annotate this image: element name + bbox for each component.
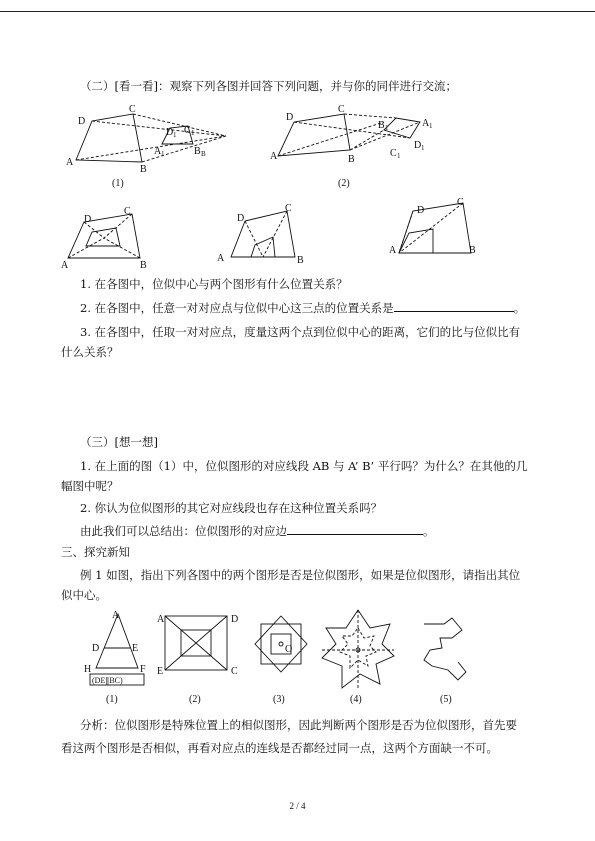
label-a: A [66, 157, 74, 168]
svg-text:H: H [84, 664, 92, 675]
label-b: B [348, 154, 355, 165]
label-a1: A [422, 118, 430, 129]
svg-text:E: E [157, 666, 164, 677]
example-caption-2: (2) [189, 694, 201, 705]
question-look-2: 2. 在各图中，任意一对对应点与位似中心这三点的位置关系是 。 [80, 301, 526, 315]
svg-text:B: B [201, 150, 206, 158]
label-c: C [124, 206, 131, 217]
label-b: B [140, 260, 147, 271]
figure-5-homothety [387, 197, 487, 267]
label-d1: D [414, 140, 422, 151]
svg-text:D: D [231, 614, 239, 625]
svg-text:1: 1 [385, 124, 389, 132]
svg-text:1: 1 [421, 144, 425, 152]
label-c: C [285, 203, 292, 214]
svg-text:O: O [285, 644, 293, 655]
label-b: B [469, 245, 476, 256]
svg-text:A: A [112, 610, 120, 621]
top-rule [0, 11, 595, 12]
figure-1-homothety [58, 104, 238, 189]
label-b1: B [194, 146, 201, 157]
question-look-1: 1. 在各图中，位似中心与两个图形有什么位置关系？ [80, 277, 348, 291]
example-caption-5: (5) [440, 694, 452, 705]
analysis-text-cont: 看这两个图形是否相似，再看对应点的连线是否都经过同一点，这两个方面缺一不可。 [61, 741, 498, 755]
caption-1: (1) [112, 178, 124, 189]
figure-3-homothety [60, 206, 150, 271]
example-caption-3: (3) [273, 694, 285, 705]
figure-2-homothety [270, 100, 450, 190]
example-caption-1: (1) [106, 694, 118, 705]
section-look-heading: （二）[看一看]：观察下列各图并回答下列问题，并与你的同伴进行交流； [80, 79, 457, 93]
label-b: B [297, 255, 304, 266]
caption-2: (2) [338, 178, 350, 189]
label-d1: D [166, 127, 174, 138]
svg-text:1: 1 [191, 129, 195, 137]
label-c1: C [184, 125, 191, 136]
answer-blank-conclusion[interactable] [287, 523, 423, 535]
example-caption-4: (4) [350, 694, 362, 705]
label-d: D [84, 214, 92, 225]
example-fig1-note: (DE∥BC) [92, 676, 123, 685]
conclusion-line: 由此我们可以总结出：位似图形的对应边 。 [80, 524, 435, 538]
label-d: D [417, 205, 425, 216]
svg-text:D: D [92, 643, 100, 654]
example-1-text: 例 1 如图，指出下列各图中的两个图形是否是位似图形，如果是位似图形，请指出其位 [80, 568, 521, 582]
example-figure-1 [78, 610, 148, 705]
svg-text:1: 1 [173, 131, 177, 139]
answer-blank-2[interactable] [394, 300, 514, 312]
example-figure-5 [418, 616, 478, 706]
question-think-1: 1. 在上面的图（1）中，位似图形的对应线段 AB 与 A’ B’ 平行吗？为什么？在其他的几 [80, 459, 528, 473]
svg-text:1: 1 [429, 122, 433, 130]
label-a: A [389, 245, 397, 256]
label-c: C [129, 104, 136, 115]
example-figure-4 [318, 606, 398, 706]
analysis-text: 分析：位似图形是特殊位置上的相似图形，因此判断两个图形是否为位似图形，首先要 [80, 718, 517, 732]
label-a: A [217, 253, 225, 264]
label-a: A [270, 151, 278, 162]
label-c1: C [390, 148, 397, 159]
label-a1: A [154, 146, 162, 157]
section-explore-heading: 三、探究新知 [61, 545, 130, 559]
label-b: B [140, 164, 147, 175]
label-c: C [457, 197, 464, 208]
example-1-text-cont: 似中心。 [61, 588, 107, 602]
svg-text:E: E [132, 643, 139, 654]
label-a: A [61, 260, 69, 271]
example-figure-2 [155, 612, 239, 707]
question-look-2-text: 2. 在各图中，任意一对对应点与位似中心这三点的位置关系是 [80, 301, 394, 315]
svg-text:1: 1 [397, 152, 401, 160]
example-figure-3 [255, 612, 315, 707]
figure-4-homothety [215, 203, 315, 267]
label-d: D [78, 116, 86, 127]
page-number: 2 / 4 [289, 801, 306, 811]
label-c: C [338, 104, 345, 115]
label-d: D [237, 213, 245, 224]
svg-text:1: 1 [161, 150, 165, 158]
question-look-3-cont: 什么关系？ [61, 345, 119, 359]
question-look-3: 3. 在各图中，任取一对对应点，度量这两个点到位似中心的距离，它们的比与位似比有 [80, 325, 521, 339]
label-d: D [286, 112, 294, 123]
section-think-heading: （三）[想一想] [80, 435, 158, 449]
svg-text:A: A [157, 614, 165, 625]
svg-text:C: C [231, 666, 238, 677]
label-b1: B [378, 120, 385, 131]
svg-text:F: F [140, 664, 146, 675]
question-think-1-cont: 幅图中呢？ [61, 479, 119, 493]
question-think-2: 2. 你认为位似图形的其它对应线段也存在这种位置关系吗？ [80, 501, 383, 515]
